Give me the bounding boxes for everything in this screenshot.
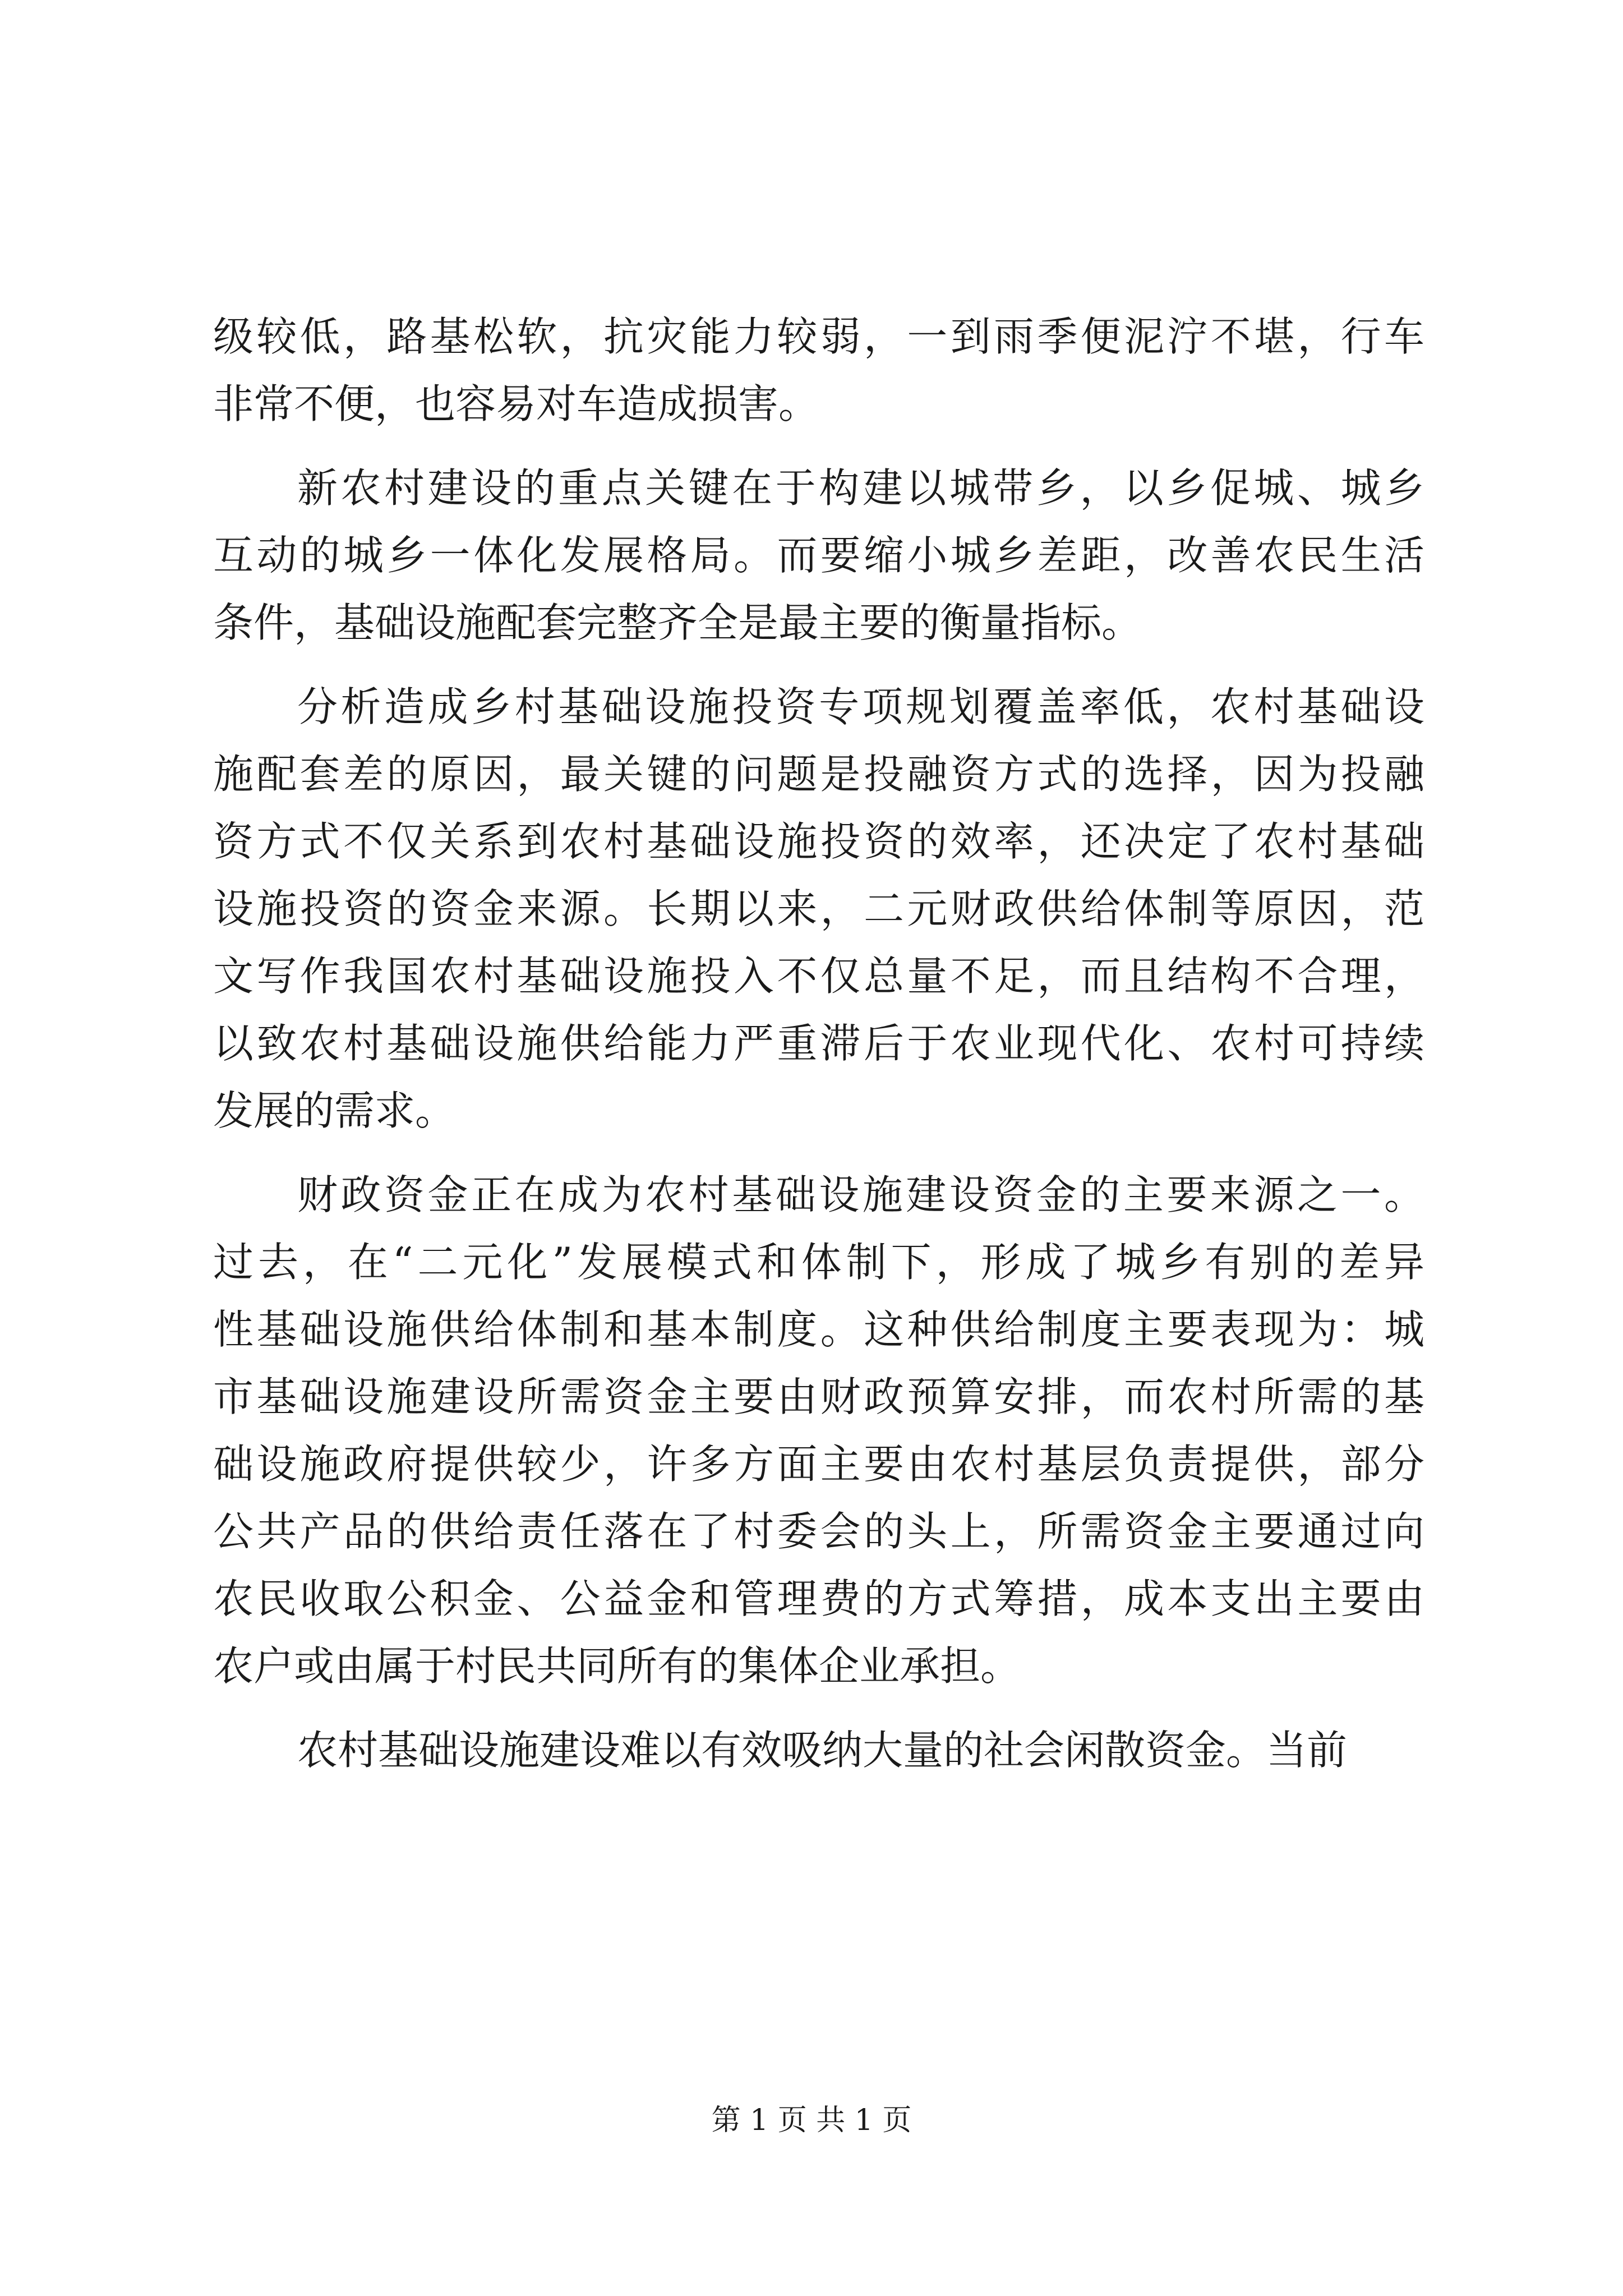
- page-footer: [0, 2101, 1623, 2140]
- text-line: 性基础设施供给体制和基本制度。这种供给制度主要表现为：城: [213, 1306, 1424, 1353]
- text-line: 以致农村基础设施供给能力严重滞后于农业现代化、农村可持续: [213, 1020, 1424, 1067]
- text-line: 设施投资的资金来源。长期以来，二元财政供给体制等原因，范: [213, 885, 1424, 932]
- paragraph-2: [213, 454, 1424, 656]
- paragraph-5: [213, 1717, 1424, 1784]
- text-line: 非常不便，也容易对车造成损害。: [213, 380, 819, 427]
- page-number-label: 第 1 页 共 1 页: [711, 2104, 912, 2137]
- paragraph-4: [213, 1161, 1424, 1700]
- text-line: 新农村建设的重点关键在于构建以城带乡，以乡促城、城乡: [297, 464, 1424, 512]
- text-line: 施配套差的原因，最关键的问题是投融资方式的选择，因为投融: [213, 751, 1424, 798]
- text-line: 资方式不仅关系到农村基础设施投资的效率，还决定了农村基础: [213, 818, 1424, 865]
- text-line: 级较低，路基松软，抗灾能力较弱，一到雨季便泥泞不堪，行车: [213, 313, 1424, 360]
- paragraph-1: [213, 303, 1424, 438]
- text-line: 农村基础设施建设难以有效吸纳大量的社会闲散资金。当前: [297, 1727, 1348, 1774]
- text-line: 公共产品的供给责任落在了村委会的头上，所需资金主要通过向: [213, 1508, 1424, 1555]
- paragraph-gap: [213, 656, 1424, 673]
- paragraph-gap: [213, 1700, 1424, 1717]
- text-line: 础设施政府提供较少，许多方面主要由农村基层负责提供，部分: [213, 1441, 1424, 1488]
- text-line: 农户或由属于村民共同所有的集体企业承担。: [213, 1642, 1021, 1690]
- text-line: 发展的需求。: [213, 1087, 456, 1134]
- text-line: 市基础设施建设所需资金主要由财政预算安排，而农村所需的基: [213, 1373, 1424, 1420]
- document-body: [213, 303, 1424, 1784]
- paragraph-gap: [213, 1144, 1424, 1161]
- paragraph-gap: [213, 438, 1424, 454]
- text-line: 文写作我国农村基础设施投入不仅总量不足，而且结构不合理，: [213, 953, 1424, 1000]
- text-line: 条件，基础设施配套完整齐全是最主要的衡量指标。: [213, 599, 1142, 646]
- text-line: 农民收取公积金、公益金和管理费的方式筹措，成本支出主要由: [213, 1575, 1424, 1622]
- text-line: 财政资金正在成为农村基础设施建设资金的主要来源之一。: [297, 1171, 1424, 1218]
- text-line: 分析造成乡村基础设施投资专项规划覆盖率低，农村基础设: [297, 683, 1424, 730]
- text-line: 过去，在“二元化”发展模式和体制下，形成了城乡有别的差异: [213, 1239, 1424, 1286]
- text-line: 互动的城乡一体化发展格局。而要缩小城乡差距，改善农民生活: [213, 532, 1424, 579]
- paragraph-3: [213, 673, 1424, 1144]
